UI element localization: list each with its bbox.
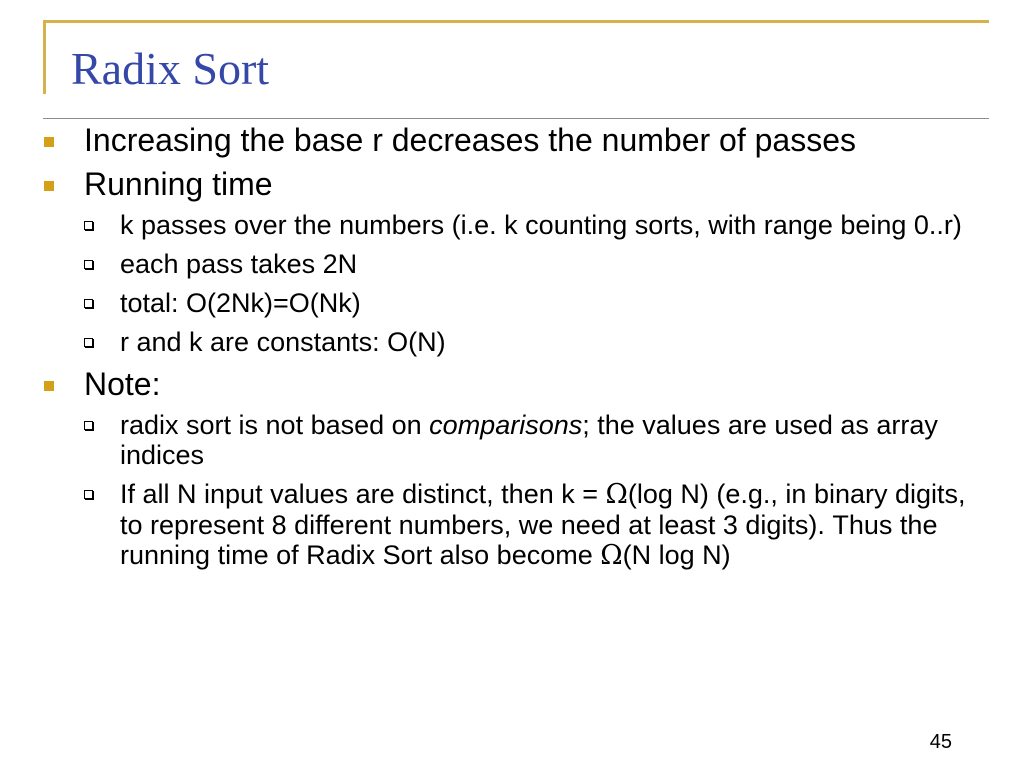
bullet-text: Note: [84,366,161,402]
sub-bullet-constants [44,327,974,357]
slide-body [44,122,974,580]
square-bullet-icon [44,137,54,147]
slide-title: Radix Sort [71,43,270,94]
bullet-note [44,366,974,402]
slide-page-number: 45 [929,731,952,753]
slide-frame-top-border [43,20,989,23]
sub-bullet-text: each pass takes 2N [120,249,358,279]
square-bullet-icon [44,381,54,391]
sub-bullet-text-part2: (log N) (e.g., in binary digits, to represent 8 different numbers, we need at least 3 digits). Thus the running time of Radix Sort also become [120,479,966,570]
sub-bullet-each-pass [44,249,974,279]
omega-symbol: Ω [600,540,623,571]
bullet-base-passes [44,122,974,158]
title-divider [43,118,989,119]
bullet-running-time [44,166,974,202]
sub-bullet-distinct-values [44,479,974,571]
bullet-text: Increasing the base r decreases the number of passes [84,122,856,158]
sub-bullet-text-before: radix sort is not based on [120,410,430,440]
sub-bullet-comparisons [44,410,974,470]
hollow-square-bullet-icon [84,299,93,308]
sub-bullet-text: r and k are constants: O(N) [120,327,446,357]
hollow-square-bullet-icon [84,338,93,347]
square-bullet-icon [44,181,54,191]
sub-bullet-text: k passes over the numbers (i.e. k counting sorts, with range being 0..r) [120,210,962,240]
hollow-square-bullet-icon [84,490,93,499]
bullet-text: Running time [84,166,273,202]
hollow-square-bullet-icon [84,421,93,430]
sub-bullet-k-passes [44,210,974,240]
hollow-square-bullet-icon [84,260,93,269]
sub-bullet-total [44,288,974,318]
sub-bullet-text-part1: If all N input values are distinct, then k = [120,479,606,509]
hollow-square-bullet-icon [84,221,93,230]
sub-bullet-text-part3: (N log N) [622,540,731,570]
sub-bullet-text-after: ; the values are used as array indices [120,410,938,470]
slide-frame-left-border [43,20,46,94]
omega-symbol: Ω [605,479,628,510]
emphasis-comparisons: comparisons [429,410,583,440]
sub-bullet-text: total: O(2Nk)=O(Nk) [120,288,361,318]
